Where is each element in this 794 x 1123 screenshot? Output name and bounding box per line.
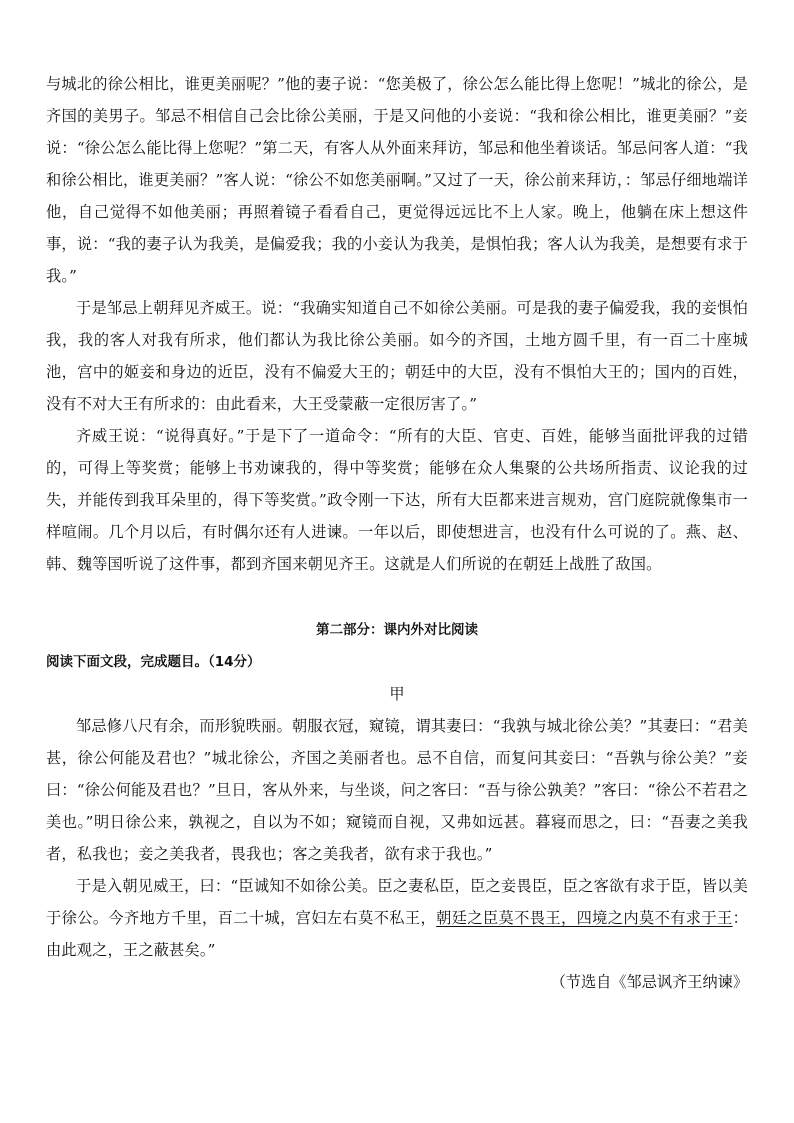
classical-paragraph-2 (46, 870, 748, 966)
passage-label: 甲 (389, 685, 405, 703)
translation-paragraph-2: 于是邹忌上朝拜见齐威王。说：“我确实知道自己不如徐公美丽。可是我的妻子偏爱我，我的妾惧怕我，我的客人对我有所求，他们都认为我比徐公美丽。如今的齐国，土地方圆千里，有一百二十座城池，宫中的姬妾和身边的近臣，没有不偏爱大王的；朝廷中的大臣，没有不惧怕大王的；国内的百姓，没有不对大王有所求的：由此看来，大王受蒙蔽一定很厉害了。” (46, 299, 748, 413)
source-citation: （节选自《邹忌讽齐王纳谏》 (550, 973, 748, 991)
translation-paragraph-3: 齐威王说：“说得真好。”于是下了一道命令：“所有的大臣、官吏、百姓，能够当面批评我的过错的，可得上等奖赏；能够上书劝谏我的，得中等奖赏；能够在众人集聚的公共场所指责、议论我的过失，并能传到我耳朵里的，得下等奖赏。”政令刚一下达，所有大臣都来进言规劝，宫门庭院就像集市一样喧闹。几个月以后，有时偶尔还有人进谏。一年以后，即使想进言，也没有什么可说的了。燕、赵、韩、魏等国听说了这件事，都到齐国来朝见齐王。这就是人们所说的在朝廷上战胜了敌国。 (46, 427, 748, 573)
question-instruction: 阅读下面文段，完成题目。（14分） (46, 654, 261, 670)
section-title: 第二部分：课内外对比阅读 (316, 622, 478, 638)
classical-text: 于是入朝见威王，曰：“臣诚知不如徐公美。臣之妻私臣，臣之妾畏臣，臣之客欲有求于臣，皆以美于徐公。今齐地方千里，百二十城，宫妇左右莫不私王， (46, 877, 748, 927)
classical-text-end: ：由此观之，王之蔽甚矣。” (46, 909, 749, 959)
document-page (46, 68, 748, 998)
translation-paragraph-1: 与城北的徐公相比，谁更美丽呢？”他的妻子说：“您美极了，徐公怎么能比得上您呢！”城北的徐公，是齐国的美男子。邹忌不相信自己会比徐公美丽，于是又问他的小妾说：“我和徐公相比，谁更美丽？”妾说：“徐公怎么能比得上您呢？”第二天，有客人从外面来拜访，邹忌和他坐着谈话。邹忌问客人道：“我和徐公相比，谁更美丽？”客人说：“徐公不如您美丽啊。”又过了一天，徐公前来拜访，：邹忌仔细地端详他，自己觉得不如他美丽；再照着镜子看看自己，更觉得远远比不上人家。晚上，他躺在床上想这件事，说：“我的妻子认为我美，是偏爱我；我的小妾认为我美，是惧怕我；客人认为我美，是想要有求于我。” (46, 75, 748, 285)
underlined-sentence: 朝廷之臣莫不畏王，四境之内莫不有求于王 (436, 909, 733, 927)
classical-paragraph-1: 邹忌修八尺有余，而形貌昳丽。朝服衣冠，窥镜，谓其妻曰：“我孰与城北徐公美？”其妻曰：“君美甚，徐公何能及君也？”城北徐公，齐国之美丽者也。忌不自信，而复问其妾曰：“吾孰与徐公美？”妾曰：“徐公何能及君也？”旦日，客从外来，与坐谈，问之客曰：“吾与徐公孰美？”客曰：“徐公不若君之美也。”明日徐公来，孰视之，自以为不如；窥镜而自视，又弗如远甚。暮寝而思之，曰：“吾妻之美我者，私我也；妾之美我者，畏我也；客之美我者，欲有求于我也。” (46, 717, 748, 863)
